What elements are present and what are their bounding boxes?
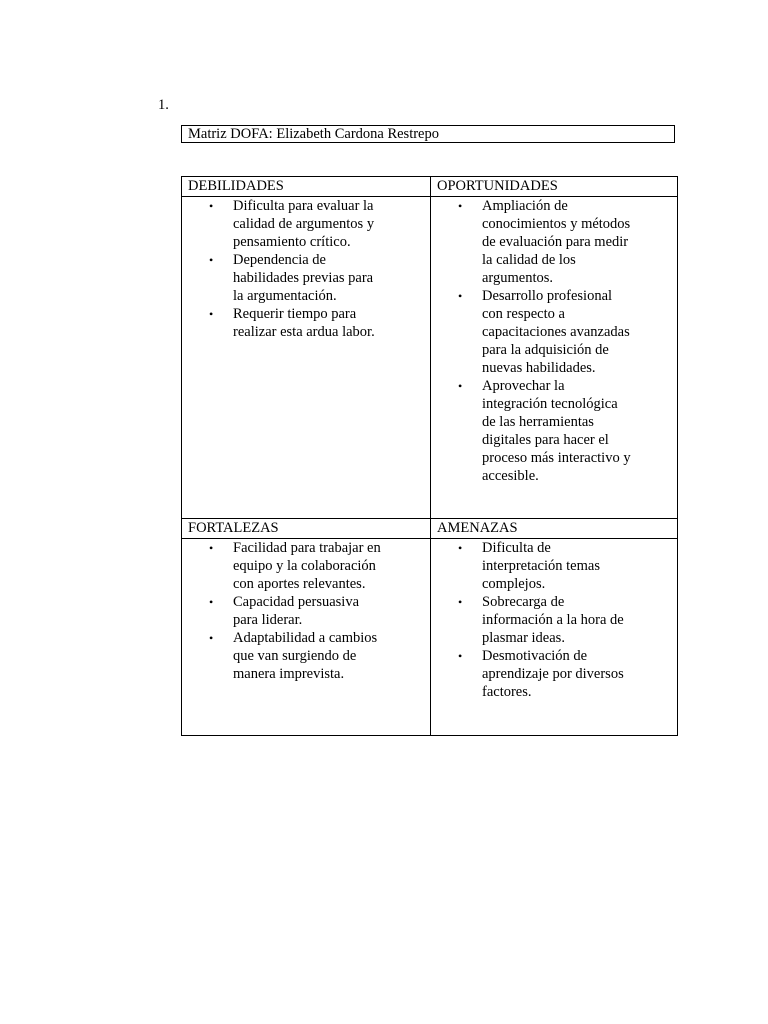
matrix-title: Matriz DOFA: Elizabeth Cardona Restrepo: [181, 125, 675, 143]
list-item: [182, 197, 383, 251]
bullet-icon: •: [209, 307, 214, 321]
oportunidades-heading: OPORTUNIDADES: [437, 178, 558, 194]
list-item-text: Dificulta de interpretación temas complejos.: [482, 540, 600, 592]
list-item: [431, 377, 632, 485]
body-row-bottom: [182, 539, 677, 735]
list-item: [431, 647, 632, 701]
list-item-text: Requerir tiempo para realizar esta ardua labor.: [233, 306, 375, 340]
header-row-bottom: [182, 519, 677, 539]
bullet-icon: •: [209, 199, 214, 213]
debilidades-heading: DEBILIDADES: [182, 177, 431, 196]
list-item-text: Capacidad persuasiva para liderar.: [233, 594, 360, 628]
bullet-icon: •: [209, 541, 214, 555]
oportunidades-list: [431, 197, 677, 485]
dofa-table: [181, 176, 678, 736]
debilidades-cell: [182, 197, 431, 518]
amenazas-cell: [431, 539, 677, 735]
list-item-text: Desarrollo profesional con respecto a capacitaciones avanzadas para la adquisición de nuevas habilidades.: [482, 288, 630, 376]
bullet-icon: •: [458, 595, 463, 609]
list-item: [431, 197, 632, 287]
body-row-top: [182, 197, 677, 519]
list-item-text: Desmotivación de aprendizaje por diversos factores.: [482, 648, 624, 700]
bullet-icon: •: [458, 649, 463, 663]
oportunidades-cell: [431, 197, 677, 518]
list-item-text: Dependencia de habilidades previas para la argumentación.: [233, 252, 374, 304]
list-item: [431, 593, 632, 647]
list-item: [431, 539, 632, 593]
list-item-text: Dificulta para evaluar la calidad de argumentos y pensamiento crítico.: [233, 198, 375, 250]
list-item-text: Ampliación de conocimientos y métodos de evaluación para medir la calidad de los argumentos.: [482, 198, 631, 286]
fortalezas-list: [182, 539, 430, 683]
list-item-text: Aprovechar la integración tecnológica de las herramientas digitales para hacer el proceso más interactivo y accesible.: [482, 378, 631, 484]
debilidades-list: [182, 197, 430, 341]
bullet-icon: •: [458, 379, 463, 393]
bullet-icon: •: [458, 199, 463, 213]
amenazas-heading: AMENAZAS: [437, 520, 518, 536]
fortalezas-cell: [182, 539, 431, 735]
list-number: 1.: [158, 97, 169, 113]
list-item: [182, 629, 383, 683]
bullet-icon: •: [458, 541, 463, 555]
header-row-top: [182, 177, 677, 197]
list-item-text: Adaptabilidad a cambios que van surgiendo de manera imprevista.: [233, 630, 378, 682]
list-item: [182, 305, 383, 341]
bullet-icon: •: [458, 289, 463, 303]
fortalezas-heading: FORTALEZAS: [182, 519, 431, 538]
bullet-icon: •: [209, 631, 214, 645]
amenazas-list: [431, 539, 677, 701]
list-item: [431, 287, 632, 377]
bullet-icon: •: [209, 253, 214, 267]
list-item: [182, 251, 383, 305]
list-item-text: Sobrecarga de información a la hora de plasmar ideas.: [482, 594, 624, 646]
list-item: [182, 539, 383, 593]
list-item: [182, 593, 383, 629]
bullet-icon: •: [209, 595, 214, 609]
list-item-text: Facilidad para trabajar en equipo y la colaboración con aportes relevantes.: [233, 540, 381, 592]
